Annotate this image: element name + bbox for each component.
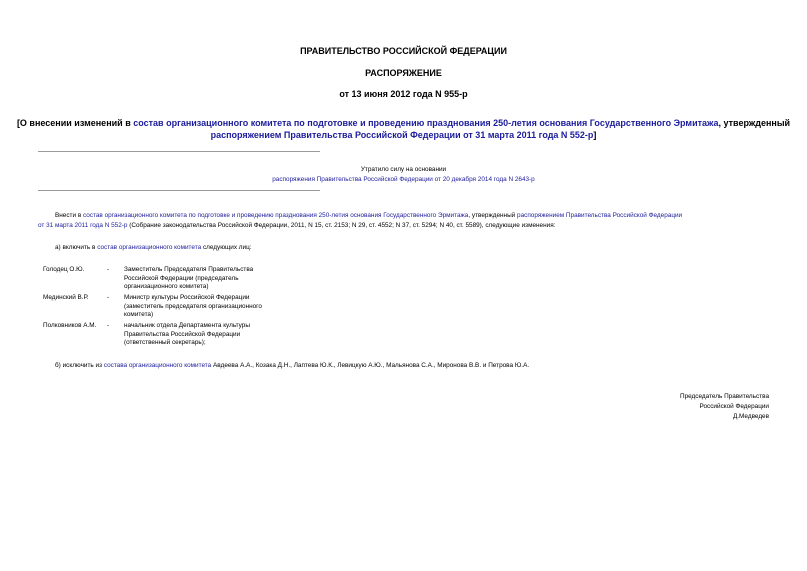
signature-org: Российской Федерации: [699, 403, 769, 410]
document-title: [0, 117, 807, 141]
divider-top: [38, 151, 320, 152]
intro-mid: , утвержденный: [468, 212, 518, 219]
item-b-end: Авдеева А.А., Козака Д.Н., Лаптева Ю.К., Левицкую А.Ю., Мальянова С.А., Миронова В.В. и Петрова Ю.А.: [211, 362, 530, 369]
intro-link-order-b[interactable]: от 31 марта 2011 года N 552-р: [38, 222, 128, 229]
repeal-link[interactable]: распоряжения Правительства Российской Федерации от 20 декабря 2014 года N 2643-р: [272, 176, 535, 183]
document-type: РАСПОРЯЖЕНИЕ: [365, 68, 442, 78]
signature-block: [680, 392, 769, 422]
member-dash: -: [107, 266, 110, 273]
item-a-start: а) включить в: [55, 244, 98, 251]
document-date-number: от 13 июня 2012 года N 955-р: [339, 89, 468, 99]
item-a-link[interactable]: состав организационного комитета: [97, 244, 202, 251]
intro-start: Внести в: [55, 212, 83, 219]
member-name: Полковников А.М.: [43, 322, 97, 329]
divider-bottom: [38, 190, 320, 191]
item-b: [55, 361, 529, 370]
title-middle: , утвержденный: [718, 118, 791, 128]
signature-name: Д.Медведев: [732, 413, 769, 420]
signature-title: Председатель Правительства: [680, 393, 769, 400]
government-heading: ПРАВИТЕЛЬСТВО РОССИЙСКОЙ ФЕДЕРАЦИИ: [300, 46, 507, 56]
intro-end: (Собрание законодательства Российской Федерации, 2011, N 15, ст. 2153; N 29, ст. 4552; N 37, ст. 5294; N 40, ст. 5589), следующие изменения:: [127, 222, 556, 229]
member-name: Мединский В.Р.: [43, 294, 89, 301]
title-prefix: [О внесении изменений в: [16, 118, 134, 128]
intro-link-committee[interactable]: состав организационного комитета по подготовке и проведению празднования 250-летия основания Государственного Эрмитажа: [82, 212, 469, 219]
member-description: начальник отдела Департамента культуры Правительства Российской Федерации (ответственный секретарь);: [124, 322, 250, 347]
title-suffix: ]: [593, 130, 597, 140]
member-dash: -: [107, 294, 110, 301]
title-link-committee[interactable]: состав организационного комитета по подготовке и проведению празднования 250-летия основания Государственного Эрмитажа: [133, 118, 719, 128]
member-name: Голодец О.Ю.: [43, 266, 85, 273]
item-a-end: следующих лиц:: [201, 244, 252, 251]
item-b-start: б) исключить из: [55, 362, 104, 369]
item-b-link[interactable]: состава организационного комитета: [103, 362, 212, 369]
repeal-text: Утратило силу на основании: [360, 166, 447, 173]
intro-link-order-a[interactable]: распоряжением Правительства Российской Федерации: [517, 212, 683, 219]
title-link-order[interactable]: распоряжением Правительства Российской Федерации от 31 марта 2011 года N 552-р: [210, 130, 594, 140]
item-a: [55, 243, 252, 252]
member-description: Заместитель Председателя Правительства Российской Федерации (председатель организационного комитета): [124, 266, 254, 291]
member-dash: -: [107, 322, 110, 329]
member-description: Министр культуры Российской Федерации (заместитель председателя организационного комитета): [124, 294, 262, 319]
intro-paragraph: [38, 211, 772, 231]
